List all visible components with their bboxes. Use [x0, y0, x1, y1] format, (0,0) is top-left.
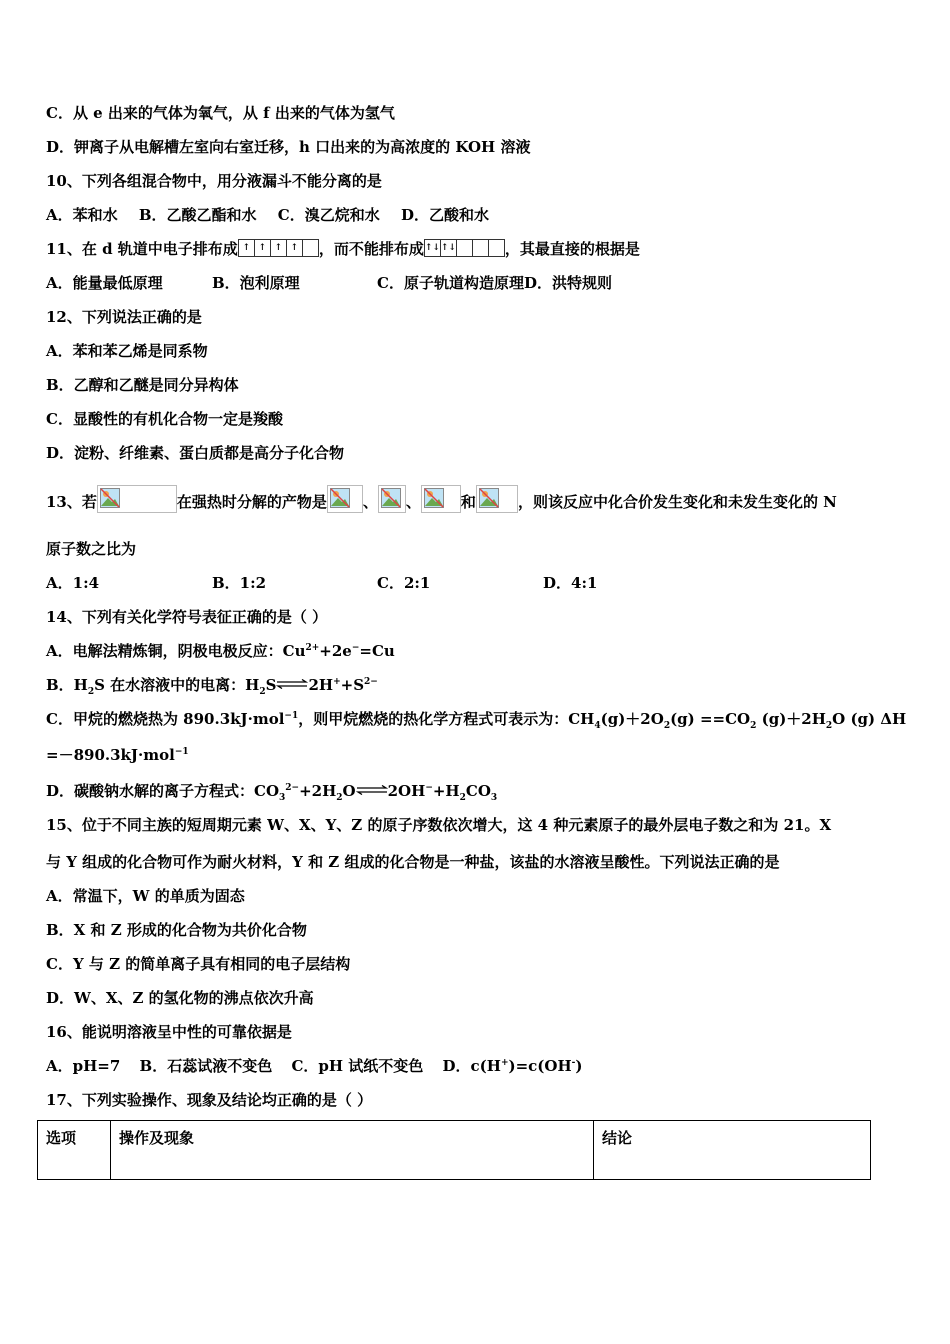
- separator: 、: [405, 493, 421, 511]
- subscript: 2: [259, 687, 266, 697]
- text: =Cu: [359, 642, 395, 660]
- table-header-cell: 选项: [38, 1121, 111, 1180]
- q11-option-d: D．洪特规则: [523, 274, 612, 292]
- q16-stem: 16、能说明溶液呈中性的可靠依据是: [46, 1023, 292, 1041]
- text: C．甲烷的燃烧热为 890.3kJ·mol: [46, 710, 285, 728]
- superscript: -: [571, 1058, 576, 1068]
- subscript: 2: [87, 687, 95, 697]
- q17-table: [37, 1120, 871, 1180]
- superscript: +: [333, 677, 341, 687]
- text: O (g) ΔH: [832, 710, 907, 728]
- orbital-diagram-correct: [238, 239, 319, 257]
- superscript: +: [500, 1058, 509, 1068]
- text: +2H: [299, 782, 337, 800]
- q12-option-a: A．苯和苯乙烯是同系物: [46, 342, 208, 360]
- q16-option-b: B．石蕊试液不变色: [139, 1057, 273, 1075]
- q9-option-d: D．钾离子从电解槽左室向右室迁移，h 口出来的为高浓度的 KOH 溶液: [46, 138, 531, 156]
- q16-option-a: A．pH=7: [46, 1057, 121, 1075]
- q10-option-b: B．乙酸乙酯和水: [138, 206, 257, 224]
- q10-option-c: C．溴乙烷和水: [277, 206, 380, 224]
- q12-option-d: D．淀粉、纤维素、蛋白质都是高分子化合物: [46, 444, 345, 462]
- equilibrium-arrow-icon: [276, 679, 308, 689]
- superscript: −: [425, 783, 433, 793]
- text: +H: [432, 782, 460, 800]
- q13-stem-line2: 原子数之比为: [46, 540, 137, 558]
- q11-option-a: A．能量最低原理: [46, 274, 163, 292]
- orbital-box: [303, 240, 318, 256]
- q15-option-d: D．W、X、Z 的氢化物的沸点依次升高: [46, 989, 314, 1007]
- q13-stem-pre: 13、若: [46, 493, 97, 511]
- text: ，则甲烷燃烧的热化学方程式可表示为：CH: [298, 710, 595, 728]
- q13-option-d: D．4:1: [543, 574, 598, 592]
- q9-option-c: C．从 e 出来的气体为氧气，从 f 出来的气体为氢气: [46, 104, 395, 122]
- orbital-box: ↑: [255, 240, 271, 256]
- text: +S: [340, 676, 365, 694]
- text: )=c(OH: [508, 1057, 572, 1075]
- q11-stem-mid: ，而不能排布成: [318, 240, 424, 258]
- formula-image-icon: [327, 485, 363, 513]
- orbital-box: ↑↓: [425, 240, 441, 256]
- formula-image-icon: [378, 485, 406, 513]
- text: (g)＋2H: [756, 710, 826, 728]
- q14-stem: 14、下列有关化学符号表征正确的是（ ）: [46, 608, 328, 626]
- q11-stem: [46, 239, 640, 259]
- q15-option-c: C．Y 与 Z 的简单离子具有相同的电子层结构: [46, 955, 351, 973]
- q15-stem-line2: 与 Y 组成的化合物可作为耐火材料，Y 和 Z 组成的化合物是一种盐，该盐的水溶液呈酸性。下列说法正确的是: [46, 853, 780, 871]
- subscript: 2: [336, 793, 343, 803]
- text: D．碳酸钠水解的离子方程式：CO: [46, 782, 280, 800]
- orbital-box: ↑: [287, 240, 303, 256]
- superscript: −: [351, 643, 360, 653]
- q17-stem: 17、下列实验操作、现象及结论均正确的是（ ）: [46, 1091, 373, 1109]
- q12-stem: 12、下列说法正确的是: [46, 308, 202, 326]
- table-header-row: [38, 1121, 871, 1180]
- equilibrium-arrow-icon: [356, 785, 388, 795]
- q10-option-d: D．乙酸和水: [400, 206, 489, 224]
- text: (g)＋2O: [600, 710, 664, 728]
- q10-option-a: A．苯和水: [46, 206, 118, 224]
- q14-option-c-line2: [46, 745, 189, 765]
- orbital-box: [489, 240, 504, 256]
- text: 2H: [308, 676, 334, 694]
- subscript: 2: [663, 721, 671, 731]
- orbital-box: ↑: [271, 240, 287, 256]
- q11-option-c: C．原子轨道构造原理: [377, 274, 524, 292]
- table-header-cell: 结论: [594, 1121, 871, 1180]
- formula-image-icon: [421, 485, 461, 513]
- q14-option-a: [46, 641, 395, 661]
- text: 2OH: [387, 782, 426, 800]
- q12-option-c: C．显酸性的有机化合物一定是羧酸: [46, 410, 283, 428]
- formula-image-icon: [97, 485, 177, 513]
- q10-stem: 10、下列各组混合物中，用分液漏斗不能分离的是: [46, 172, 382, 190]
- text: =－890.3kJ·mol: [46, 746, 175, 764]
- q14-option-c: [46, 709, 906, 729]
- text: B．H: [46, 676, 88, 694]
- q13-stem-mid: 在强热时分解的产物是: [176, 493, 327, 511]
- q13-option-c: C．2:1: [377, 574, 431, 592]
- q15-stem: 15、位于不同主族的短周期元素 W、X、Y、Z 的原子序数依次增大，这 4 种元素原子的最外层电子数之和为 21。X: [46, 816, 832, 834]
- subscript: 3: [279, 793, 286, 803]
- text: S: [265, 676, 277, 694]
- orbital-box: [473, 240, 489, 256]
- q16-options: [46, 1056, 583, 1076]
- text: +2e: [319, 642, 352, 660]
- superscript: 2−: [364, 677, 378, 687]
- q13-option-b: B．1:2: [212, 574, 267, 592]
- text: O: [342, 782, 356, 800]
- text: A．电解法精炼铜，阴极电极反应：Cu: [46, 642, 306, 660]
- orbital-diagram-incorrect: [424, 239, 505, 257]
- formula-image-icon: [476, 485, 518, 513]
- text: (g) ==CO: [670, 710, 751, 728]
- q13-option-a: A．1:4: [46, 574, 100, 592]
- orbital-box: ↑: [239, 240, 255, 256]
- superscript: 2−: [285, 783, 300, 793]
- q10-options: [46, 205, 489, 225]
- q13-stem-post: ，则该反应中化合价发生变化和未发生变化的 N: [517, 493, 837, 511]
- subscript: 2: [750, 721, 757, 731]
- q13-options: [46, 573, 597, 593]
- q11-options: [46, 273, 612, 293]
- text: CO: [465, 782, 491, 800]
- text: S 在水溶液中的电离：H: [94, 676, 260, 694]
- q14-option-d: [46, 781, 497, 801]
- q11-option-b: B．泡利原理: [212, 274, 300, 292]
- superscript: 2+: [305, 643, 320, 653]
- table-header-cell: 操作及现象: [111, 1121, 594, 1180]
- subscript: 2: [825, 721, 833, 731]
- subscript: 4: [594, 721, 601, 731]
- orbital-box: [457, 240, 473, 256]
- subscript: 2: [459, 793, 466, 803]
- superscript: −1: [174, 747, 189, 757]
- q15-option-b: B．X 和 Z 形成的化合物为共价化合物: [46, 921, 307, 939]
- q16-option-c: C．pH 试纸不变色: [291, 1057, 424, 1075]
- q11-stem-post: ，其最直接的根据是: [504, 240, 640, 258]
- subscript: 3: [490, 793, 498, 803]
- orbital-box: ↑↓: [441, 240, 457, 256]
- q15-option-a: A．常温下，W 的单质为固态: [46, 887, 245, 905]
- text: D．c(H: [442, 1057, 501, 1075]
- text: ): [575, 1057, 583, 1075]
- q11-stem-pre: 11、在 d 轨道中电子排布成: [46, 240, 238, 258]
- q12-option-b: B．乙醇和乙醚是同分异构体: [46, 376, 239, 394]
- q14-option-b: [46, 675, 378, 695]
- superscript: −1: [284, 711, 299, 721]
- q13-stem: [46, 489, 837, 517]
- q16-option-d: [443, 1056, 583, 1076]
- separator: 、: [362, 493, 378, 511]
- conjunction: 和: [460, 493, 476, 511]
